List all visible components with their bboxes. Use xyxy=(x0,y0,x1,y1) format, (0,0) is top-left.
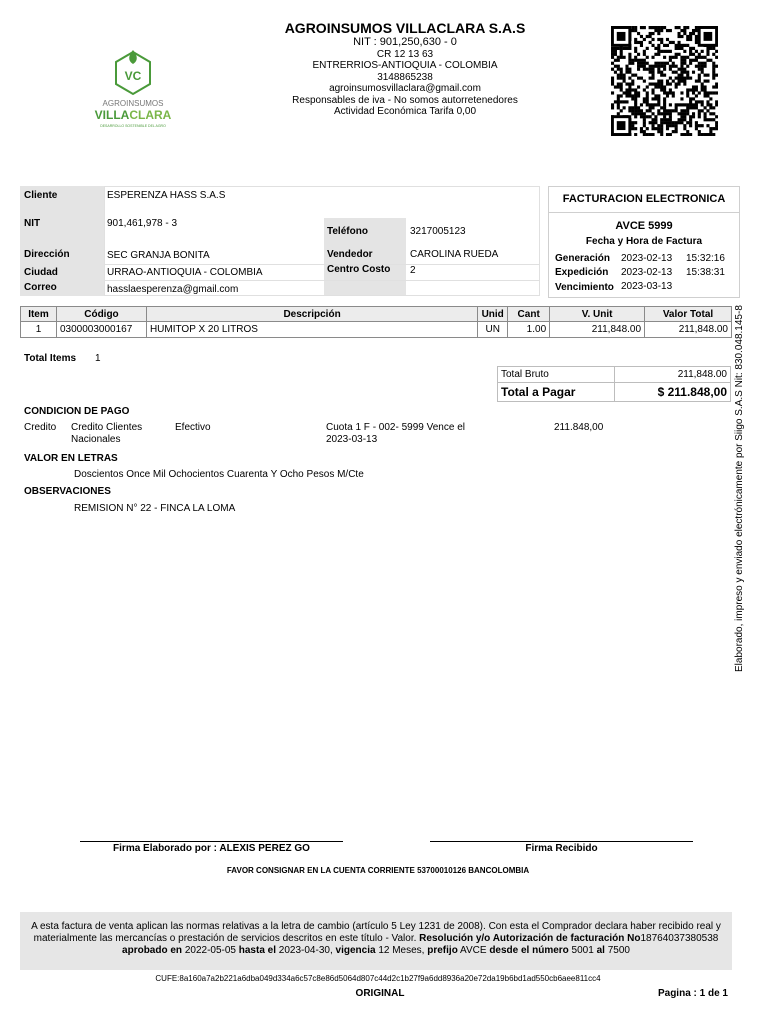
legal-approved-date: 2022-05-05 xyxy=(182,945,239,956)
logo-text-clara: CLARA xyxy=(129,108,172,122)
observations-title: OBSERVACIONES xyxy=(24,486,111,497)
value-vendedor: CAROLINA RUEDA xyxy=(410,249,499,260)
payment-quota-line-2: 2023-03-13 xyxy=(326,434,378,445)
cell-cant: 1.00 xyxy=(508,322,550,338)
legal-to-label: al xyxy=(596,945,605,956)
value-vencimiento-date: 2023-03-13 xyxy=(621,281,673,292)
legal-prefix-value: AVCE xyxy=(457,945,490,956)
legal-line-2-text: materialmente las mercancías o prestación de servicios descritos en este título - Valor. xyxy=(33,933,420,944)
cell-descripcion: HUMITOP X 20 LITROS xyxy=(146,322,477,338)
legal-footer xyxy=(20,912,732,970)
legal-line-2 xyxy=(20,933,732,945)
logo-tagline: DESARROLLO SOSTENIBLE DEL AGRO xyxy=(100,124,166,128)
label-correo: Correo xyxy=(24,282,57,293)
label-ciudad: Ciudad xyxy=(24,267,58,278)
label-direccion: Dirección xyxy=(24,249,70,260)
payment-method: Efectivo xyxy=(175,422,211,433)
cell-vunit: 211,848.00 xyxy=(550,322,645,338)
qr-code xyxy=(611,26,718,136)
col-header-vunit: V. Unit xyxy=(550,307,645,322)
value-ciudad: URRAO-ANTIOQUIA - COLOMBIA xyxy=(107,267,263,278)
letters-title: VALOR EN LETRAS xyxy=(24,453,118,464)
value-centro-costo: 2 xyxy=(410,265,416,276)
totals-block xyxy=(497,366,731,402)
invoice-number: AVCE 5999 xyxy=(615,220,673,232)
payment-amount: 211.848,00 xyxy=(554,422,604,433)
value-generacion-date: 2023-02-13 xyxy=(621,253,673,264)
legal-line-1: A esta factura de venta aplican las normas relativas a la letra de cambio (artículo 5 Ley 1231 de 2008). Con esta el Comprador declara haber recibido real y xyxy=(31,921,721,932)
total-items-value: 1 xyxy=(95,353,101,364)
cufe: CUFE:8a160a7a2b221a6dba049d334a6c57c8e86d5064d807c44d2c1b27f9a6dd8936a20e72da19b6bd1ad550cb6aee811cc4 xyxy=(155,974,601,983)
label-telefono: Teléfono xyxy=(327,226,368,237)
col-header-cant: Cant xyxy=(508,307,550,322)
page-number: Pagina : 1 de 1 xyxy=(657,988,728,999)
cell-item: 1 xyxy=(21,322,57,338)
logo-text-top: AGROINSUMOS xyxy=(102,99,164,108)
label-vendedor: Vendedor xyxy=(327,249,373,260)
value-expedicion-date: 2023-02-13 xyxy=(621,267,673,278)
col-header-unid: Unid xyxy=(478,307,508,322)
legal-until-label: hasta el xyxy=(238,945,277,956)
total-pagar-label: Total a Pagar xyxy=(498,383,615,402)
company-tax-regime: Responsables de iva - No somos autorretenedores xyxy=(292,94,518,106)
signature-line-received xyxy=(430,841,693,842)
value-direccion: SEC GRANJA BONITA xyxy=(107,250,210,261)
total-items-label: Total Items xyxy=(24,353,77,364)
company-logo xyxy=(78,48,188,133)
legal-resolution-label: Resolución y/o Autorización de facturación No xyxy=(419,933,641,944)
legal-line-3 xyxy=(20,945,732,957)
col-header-codigo: Código xyxy=(56,307,146,322)
company-email: agroinsumosvillaclara@gmail.com xyxy=(329,83,481,94)
label-nit: NIT xyxy=(24,218,41,229)
legal-to-value: 7500 xyxy=(604,945,630,956)
value-nit: 901,461,978 - 3 xyxy=(107,218,178,229)
payment-concept xyxy=(71,422,142,446)
legal-from-label: desde el número xyxy=(489,945,569,956)
total-bruto-label: Total Bruto xyxy=(498,367,615,383)
payment-quota xyxy=(326,422,465,446)
label-cliente: Cliente xyxy=(24,190,58,201)
legal-until-date: 2023-04-30, xyxy=(276,945,336,956)
company-nit: NIT : 901,250,630 - 0 xyxy=(353,36,457,48)
company-activity: Actividad Económica Tarifa 0,00 xyxy=(333,106,477,117)
logo-initials: VC xyxy=(124,69,142,83)
vertical-software-note: Elaborado, impreso y enviado electrónicamente por Siigo S.A.S Nit: 830.048.145-8 xyxy=(734,305,745,672)
payment-concept-line-1: Credito Clientes xyxy=(71,422,143,433)
qr-code-icon xyxy=(611,26,718,136)
divider xyxy=(549,212,739,213)
value-telefono: 3217005123 xyxy=(410,226,466,237)
legal-resolution-number: 18764037380538 xyxy=(640,933,719,944)
col-header-descripcion: Descripción xyxy=(146,307,477,322)
company-city: ENTRERRIOS-ANTIOQUIA - COLOMBIA xyxy=(312,60,498,71)
items-table xyxy=(20,306,732,338)
signature-received: Firma Recibido xyxy=(525,843,598,854)
total-pagar-value: $ 211.848,00 xyxy=(615,383,731,402)
cell-codigo: 0300003000167 xyxy=(56,322,146,338)
observations-value: REMISION N° 22 - FINCA LA LOMA xyxy=(74,503,236,514)
legal-validity-value: 12 Meses, xyxy=(375,945,428,956)
legal-from-value: 5001 xyxy=(568,945,597,956)
original-label: ORIGINAL xyxy=(355,988,405,999)
client-info-block xyxy=(20,186,540,296)
col-header-item: Item xyxy=(21,307,57,322)
label-generacion: Generación xyxy=(555,253,611,264)
company-address: CR 12 13 63 xyxy=(376,48,434,60)
letters-value: Doscientos Once Mil Ochocientos Cuarenta Y Ocho Pesos M/Cte xyxy=(74,469,364,480)
payment-title: CONDICION DE PAGO xyxy=(24,406,130,417)
legal-validity-label: vigencia xyxy=(335,945,376,956)
col-header-valor-total: Valor Total xyxy=(645,307,732,322)
payment-type: Credito xyxy=(24,422,57,433)
cell-valor-total: 211,848.00 xyxy=(645,322,732,338)
divider xyxy=(104,264,540,265)
payment-quota-line-1: Cuota 1 F - 002- 5999 Vence el xyxy=(326,422,465,433)
legal-prefix-label: prefijo xyxy=(427,945,458,956)
signature-elaborated: Firma Elaborado por : ALEXIS PEREZ GO xyxy=(113,843,310,854)
company-header xyxy=(240,20,570,118)
divider xyxy=(104,280,540,281)
items-header-row xyxy=(21,307,732,322)
company-phone: 3148865238 xyxy=(377,71,433,83)
total-bruto-row xyxy=(498,367,731,383)
table-row xyxy=(21,322,732,338)
cell-unid: UN xyxy=(478,322,508,338)
company-name: AGROINSUMOS VILLACLARA S.A.S xyxy=(284,20,526,36)
label-vencimiento: Vencimiento xyxy=(555,282,614,293)
label-centro-costo: Centro Costo xyxy=(327,264,391,275)
invoice-datetime-label: Fecha y Hora de Factura xyxy=(585,236,703,247)
total-bruto-value: 211,848.00 xyxy=(615,367,731,383)
client-labels-shade xyxy=(20,186,104,296)
value-expedicion-time: 15:38:31 xyxy=(686,267,725,278)
signature-line-elaborated xyxy=(80,841,343,842)
value-correo: hasslaesperenza@gmail.com xyxy=(107,284,239,295)
invoice-title: FACTURACION ELECTRONICA xyxy=(562,193,726,205)
logo-icon xyxy=(78,48,188,133)
value-cliente: ESPERENZA HASS S.A.S xyxy=(107,190,226,201)
bank-note: FAVOR CONSIGNAR EN LA CUENTA CORRIENTE 53700010126 BANCOLOMBIA xyxy=(226,866,530,875)
payment-concept-line-2: Nacionales xyxy=(71,434,121,445)
svg-text:VILLACLARA xyxy=(95,108,172,122)
invoice-info-box xyxy=(548,186,740,298)
total-pagar-row xyxy=(498,383,731,402)
legal-approved-label: aprobado en xyxy=(122,945,183,956)
logo-text-villa: VILLA xyxy=(94,108,130,122)
label-expedicion: Expedición xyxy=(555,267,609,278)
legal-text xyxy=(20,921,732,957)
value-generacion-time: 15:32:16 xyxy=(686,253,725,264)
